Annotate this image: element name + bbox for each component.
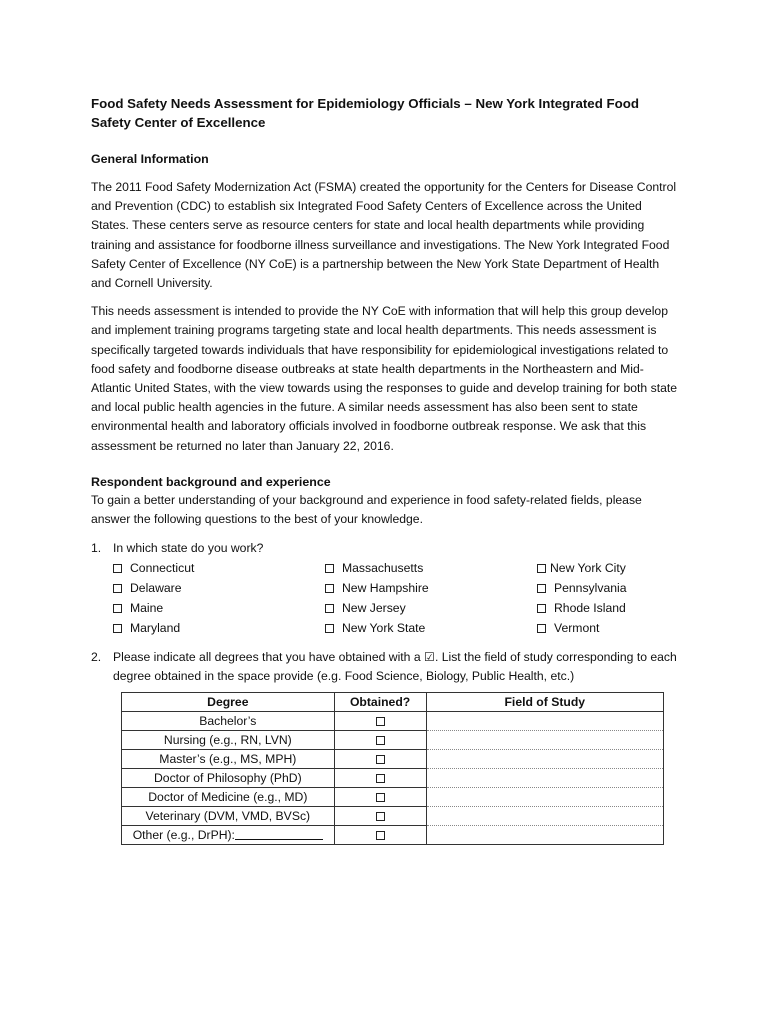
checkbox[interactable]: [376, 793, 385, 802]
state-option-new-jersey[interactable]: New Jersey: [325, 598, 429, 618]
state-option-new-hampshire[interactable]: New Hampshire: [325, 578, 429, 598]
field-of-study-input[interactable]: [426, 769, 663, 788]
question-1: [91, 539, 681, 558]
respondent-heading: Respondent background and experience: [91, 474, 331, 489]
header-degree: Degree: [122, 693, 335, 712]
field-of-study-input[interactable]: [426, 807, 663, 826]
document-page: [91, 94, 681, 845]
table-row: [122, 788, 664, 807]
state-option-delaware[interactable]: Delaware: [113, 578, 194, 598]
field-of-study-input[interactable]: [426, 826, 663, 845]
checkbox[interactable]: [325, 604, 334, 613]
degree-table: [121, 692, 664, 845]
checkbox[interactable]: [376, 831, 385, 840]
obtained-cell: [334, 788, 426, 807]
state-option-massachusetts[interactable]: Massachusetts: [325, 558, 429, 578]
table-row: [122, 826, 664, 845]
state-option-maryland[interactable]: Maryland: [113, 618, 194, 638]
checkbox[interactable]: [376, 755, 385, 764]
question-number: 1.: [91, 541, 102, 556]
obtained-cell: [334, 826, 426, 845]
checkbox[interactable]: [325, 564, 334, 573]
header-field: Field of Study: [426, 693, 663, 712]
question-text-a: Please indicate all degrees that you have obtained with a: [113, 650, 421, 665]
checkbox[interactable]: [376, 717, 385, 726]
checkbox[interactable]: [113, 604, 122, 613]
obtained-cell: [334, 750, 426, 769]
general-paragraph-1: The 2011 Food Safety Modernization Act (FSMA) created the opportunity for the Centers for Disease Control and Prevention (CDC) to establish six Integrated Food Safety Centers of Excellence across the United States. These centers serve as resource centers for state and local health departments while providing training and assistance for foodborne illness surveillance and investigations. The New York Integrated Food Safety Center of Excellence (NY CoE) is a partnership between the New York State Department of Health and Cornell University.: [91, 180, 677, 291]
obtained-cell: [334, 807, 426, 826]
obtained-cell: [334, 731, 426, 750]
checked-box-icon: ☑: [424, 650, 435, 665]
checkbox[interactable]: [376, 736, 385, 745]
question-text: In which state do you work?: [113, 541, 264, 556]
checkbox[interactable]: [325, 624, 334, 633]
state-column-3: [537, 558, 627, 638]
obtained-cell: [334, 769, 426, 788]
state-option-connecticut[interactable]: Connecticut: [113, 558, 194, 578]
checkbox[interactable]: [113, 564, 122, 573]
state-column-2: [325, 558, 429, 638]
state-option-pennsylvania[interactable]: Pennsylvania: [537, 578, 627, 598]
page-title: Food Safety Needs Assessment for Epidemiology Officials – New York Integrated Food Safety Center of Excellence: [91, 96, 640, 130]
degree-name: Master’s (e.g., MS, MPH): [122, 750, 335, 769]
state-column-1: [113, 558, 194, 638]
degree-name-other: Other (e.g., DrPH):: [122, 826, 335, 845]
state-options: [91, 558, 681, 640]
degree-name: Bachelor’s: [122, 712, 335, 731]
table-row: [122, 807, 664, 826]
field-of-study-input[interactable]: [426, 750, 663, 769]
checkbox[interactable]: [376, 774, 385, 783]
obtained-cell: [334, 712, 426, 731]
degree-name: Veterinary (DVM, VMD, BVSc): [122, 807, 335, 826]
state-option-new-york-state[interactable]: New York State: [325, 618, 429, 638]
field-of-study-input[interactable]: [426, 712, 663, 731]
checkbox[interactable]: [537, 584, 546, 593]
degree-name: Doctor of Philosophy (PhD): [122, 769, 335, 788]
header-obtained: Obtained?: [334, 693, 426, 712]
state-option-new-york-city[interactable]: New York City: [537, 558, 627, 578]
respondent-intro: To gain a better understanding of your background and experience in food safety-related fields, please answer the following questions to the best of your knowledge.: [91, 492, 642, 527]
general-info-heading: General Information: [91, 152, 209, 166]
table-row: [122, 769, 664, 788]
state-option-vermont[interactable]: Vermont: [537, 618, 627, 638]
field-of-study-input[interactable]: [426, 788, 663, 807]
checkbox[interactable]: [113, 624, 122, 633]
table-row: [122, 712, 664, 731]
degree-name: Nursing (e.g., RN, LVN): [122, 731, 335, 750]
question-2: [91, 648, 681, 686]
state-option-rhode-island[interactable]: Rhode Island: [537, 598, 627, 618]
other-degree-blank[interactable]: [235, 827, 323, 840]
table-header-row: [122, 693, 664, 712]
table-row: [122, 750, 664, 769]
question-text-b: . List the field of study corresponding to each degree obtained in the space provide (e.g. Food Science, Biology, Public Health, etc.): [113, 650, 677, 684]
field-of-study-input[interactable]: [426, 731, 663, 750]
checkbox[interactable]: [113, 584, 122, 593]
checkbox[interactable]: [537, 624, 546, 633]
table-row: [122, 731, 664, 750]
checkbox[interactable]: [537, 604, 546, 613]
degree-name: Doctor of Medicine (e.g., MD): [122, 788, 335, 807]
checkbox[interactable]: [325, 584, 334, 593]
checkbox[interactable]: [537, 564, 546, 573]
state-option-maine[interactable]: Maine: [113, 598, 194, 618]
general-paragraph-2: This needs assessment is intended to provide the NY CoE with information that will help this group develop and implement training programs targeting state and local health departments. This needs assessment is specifically targeted towards individuals that have responsibility for epidemiological investigations related to food safety and foodborne disease outbreaks at state health departments in the Northeastern and Mid-Atlantic United States, with the view towards using the responses to guide and develop training for both state and local public health agencies in the future. A similar needs assessment has also been sent to state environmental health and laboratory officials involved in foodborne outbreak response. We ask that this assessment be returned no later than January 22, 2016.: [91, 304, 678, 453]
checkbox[interactable]: [376, 812, 385, 821]
question-number: 2.: [91, 650, 102, 665]
